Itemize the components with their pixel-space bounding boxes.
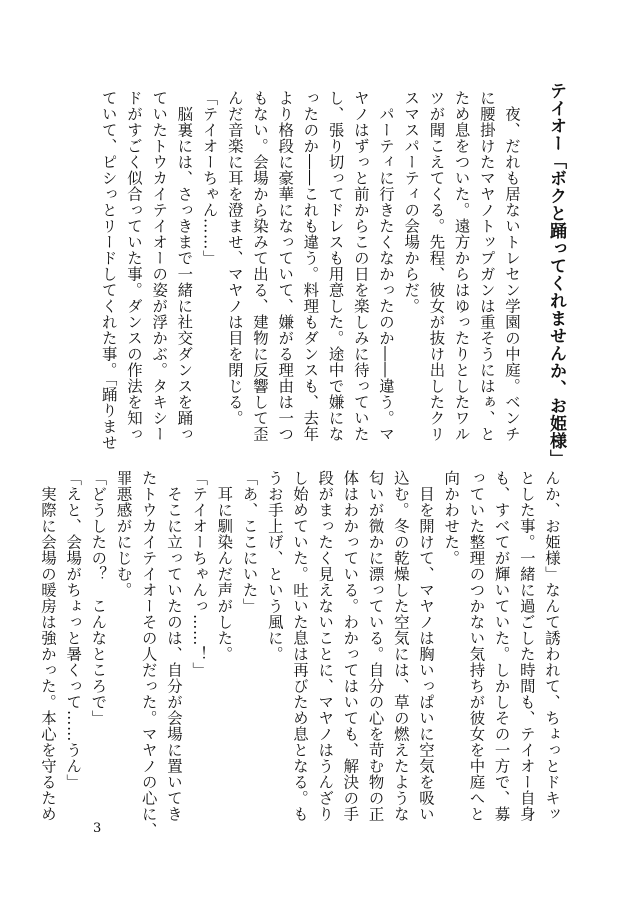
text-line: 耳に馴染んだ声がした。	[215, 470, 234, 662]
text-line: 体はわかっている。わかってはいても、解決の手	[341, 470, 360, 822]
text-line: 「テイオーちゃん……」	[200, 90, 219, 266]
text-line: スマスパーティの会場からだ。	[402, 90, 421, 314]
upper-text-block	[54, 90, 524, 451]
text-line: に腰掛けたマヤノトップガンは重そうにはぁ、と	[477, 90, 496, 442]
text-line: 夜、だれも居ないトレセン学園の中庭。ベンチ	[503, 90, 521, 442]
text-line: ため息をついた。遠方からはゆったりとしたワル	[452, 90, 471, 442]
text-line: 「テイオーちゃんっ……！」	[190, 470, 209, 678]
text-line: んか、お姫様」なんて誘われて、ちょっとドキッ	[543, 470, 561, 822]
text-line: より格段に豪華になっていて、嫌がる理由は一つ	[276, 90, 295, 442]
text-line: っていた整理のつかない気持ちが彼女を中庭へと	[467, 470, 486, 822]
text-line: うお手上げ、という風に。	[265, 470, 284, 662]
text-line: ドがすごく似合っていた事。ダンスの作法を知っ	[124, 90, 143, 442]
text-line: もない。会場から染みて出る、建物に反響して歪	[250, 90, 269, 442]
page-number: 3	[93, 821, 102, 836]
text-line: たトウカイテイオーその人だった。マヤノの心に、	[139, 470, 158, 838]
text-line: し、張り切ってドレスも用意した。途中で嫌にな	[326, 90, 345, 442]
text-line: パーティに行きたくなかったのか――違う。マ	[376, 90, 395, 442]
text-line: 匂いが微かに漂っている。自分の心を苛む物の正	[366, 470, 385, 822]
text-line: 「あ、ここにいた」	[240, 470, 259, 614]
text-line: し始めていた。吐いた息は再びため息となる。も	[290, 470, 309, 822]
text-line: 「えと、会場がちょっと暑くって……うん」	[64, 470, 83, 790]
lower-text-block	[38, 470, 564, 838]
text-line: 段がまったく見えないことに、マヤノはうんざり	[316, 470, 335, 822]
text-line: そこに立っていたのは、自分が会場に置いてき	[164, 470, 183, 822]
text-line: ヤノはずっと前からこの日を楽しみに待っていた	[351, 90, 370, 442]
text-line: も、すべてが輝いていた。しかしその一方で、募	[492, 470, 511, 822]
text-line: 目を開けて、マヤノは胸いっぱいに空気を吸い	[416, 470, 435, 822]
text-line: 向かわせた。	[442, 470, 461, 566]
text-line: んだ音楽に耳を澄ませ、マヤノは目を閉じる。	[225, 90, 244, 426]
text-line: ていたトウカイテイオーの姿が浮かぶ。タキシー	[150, 90, 169, 442]
text-line: 脳裏には、さっきまで一緒に社交ダンスを踊っ	[175, 90, 194, 442]
text-line: とした事。一緒に過ごした時間も、テイオー自身	[517, 470, 536, 822]
text-line: 込む。冬の乾燥した空気には、草の燃えたような	[391, 470, 410, 822]
text-line: ツが聞こえてくる。先程、彼女が抜け出したクリ	[427, 90, 446, 442]
text-line: 「どうしたの？ こんなところで」	[89, 470, 108, 726]
text-line: ったのか――これも違う。料理もダンスも、去年	[301, 90, 320, 442]
text-line: 罪悪感がにじむ。	[114, 470, 133, 598]
text-line: 実際に会場の暖房は強かった。本心を守るため	[38, 470, 57, 822]
chapter-title: テイオー「ボクと踊ってくれませんか、お姫様」	[546, 82, 566, 467]
text-line: ていて、ピシっとリードしてくれた事。「踊りませ	[99, 90, 118, 451]
